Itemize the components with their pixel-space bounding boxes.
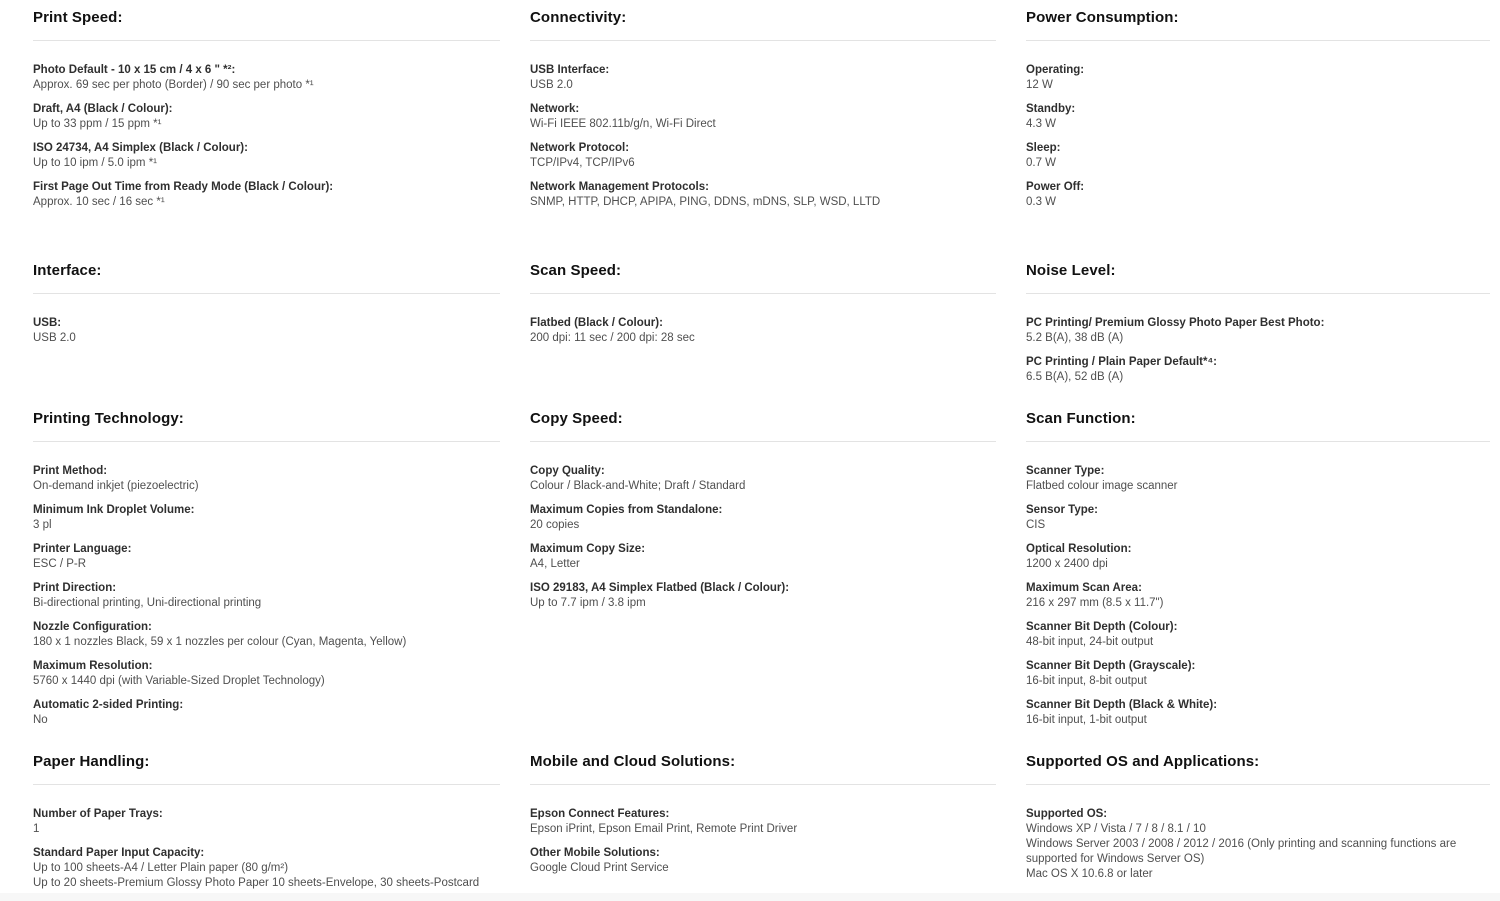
spec-item — [33, 503, 500, 533]
spec-value: USB 2.0 — [33, 332, 76, 344]
spec-label: Network: — [530, 103, 580, 115]
spec-label: Scanner Type: — [1026, 465, 1105, 477]
spec-list — [530, 442, 996, 611]
spec-label: Number of Paper Trays: — [33, 808, 163, 820]
spec-item — [530, 316, 996, 346]
spec-value: Colour / Black-and-White; Draft / Standard — [530, 480, 746, 492]
spec-label: Copy Quality: — [530, 465, 605, 477]
spec-item — [1026, 659, 1490, 689]
spec-label: Scanner Bit Depth (Black & White): — [1026, 699, 1218, 711]
spec-value: Windows Server 2003 / 2008 / 2012 / 2016 (Only printing and scanning functions are supported for Windows Server OS) — [1026, 838, 1457, 865]
spec-item — [1026, 807, 1490, 882]
spec-value: On-demand inkjet (piezoelectric) — [33, 480, 199, 492]
spec-value: 216 x 297 mm (8.5 x 11.7") — [1026, 597, 1164, 609]
spec-value: 20 copies — [530, 519, 580, 531]
spec-label: PC Printing / Plain Paper Default*⁴: — [1026, 356, 1217, 368]
spec-item — [530, 581, 996, 611]
spec-item — [530, 846, 996, 876]
section-title: Print Speed: — [33, 9, 123, 26]
spec-list — [1026, 41, 1490, 210]
spec-list — [33, 785, 500, 891]
section-copy-speed — [530, 409, 996, 752]
spec-label: First Page Out Time from Ready Mode (Black / Colour): — [33, 181, 334, 193]
spec-label: Nozzle Configuration: — [33, 621, 152, 633]
spec-value: 12 W — [1026, 79, 1053, 91]
spec-item — [1026, 620, 1490, 650]
spec-item — [33, 659, 500, 689]
spec-item — [33, 620, 500, 650]
spec-value: Windows XP / Vista / 7 / 8 / 8.1 / 10 — [1026, 823, 1206, 835]
spec-label: Network Protocol: — [530, 142, 630, 154]
spec-item — [33, 180, 500, 210]
spec-value: Google Cloud Print Service — [530, 862, 669, 874]
spec-value: A4, Letter — [530, 558, 580, 570]
section-printing-technology — [33, 409, 500, 752]
spec-item — [530, 542, 996, 572]
spec-label: Maximum Copies from Standalone: — [530, 504, 723, 516]
spec-value: USB 2.0 — [530, 79, 573, 91]
section-title: Noise Level: — [1026, 262, 1116, 279]
spec-value: CIS — [1026, 519, 1046, 531]
spec-item — [1026, 503, 1490, 533]
spec-item — [33, 63, 500, 93]
section-paper-handling — [33, 752, 500, 900]
spec-item — [1026, 102, 1490, 132]
spec-label: Printer Language: — [33, 543, 132, 555]
spec-label: Sleep: — [1026, 142, 1061, 154]
spec-label: Epson Connect Features: — [530, 808, 670, 820]
spec-value: Flatbed colour image scanner — [1026, 480, 1178, 492]
spec-item — [530, 503, 996, 533]
section-title: Scan Speed: — [530, 262, 622, 279]
spec-value: Epson iPrint, Epson Email Print, Remote Print Driver — [530, 823, 798, 835]
spec-label: Print Method: — [33, 465, 108, 477]
spec-item — [530, 807, 996, 837]
spec-list — [530, 785, 996, 876]
spec-item — [1026, 355, 1490, 385]
section-mobile-cloud-solutions — [530, 752, 996, 900]
spec-list — [1026, 442, 1490, 728]
spec-item — [530, 63, 996, 93]
spec-value: 1200 x 2400 dpi — [1026, 558, 1108, 570]
spec-item — [33, 581, 500, 611]
bottom-strip — [0, 893, 1500, 901]
spec-value: Approx. 10 sec / 16 sec *¹ — [33, 196, 165, 208]
spec-label: Maximum Copy Size: — [530, 543, 646, 555]
spec-label: Scanner Bit Depth (Grayscale): — [1026, 660, 1196, 672]
spec-item — [33, 698, 500, 728]
spec-value: Mac OS X 10.6.8 or later — [1026, 868, 1153, 880]
spec-value: SNMP, HTTP, DHCP, APIPA, PING, DDNS, mDNS, SLP, WSD, LLTD — [530, 196, 881, 208]
section-title: Interface: — [33, 262, 102, 279]
spec-value: 4.3 W — [1026, 118, 1057, 130]
spec-label: Minimum Ink Droplet Volume: — [33, 504, 195, 516]
spec-label: Flatbed (Black / Colour): — [530, 317, 663, 329]
spec-item — [1026, 141, 1490, 171]
spec-value: 200 dpi: 11 sec / 200 dpi: 28 sec — [530, 332, 695, 344]
spec-label: ISO 24734, A4 Simplex (Black / Colour): — [33, 142, 248, 154]
spec-value: 180 x 1 nozzles Black, 59 x 1 nozzles per colour (Cyan, Magenta, Yellow) — [33, 636, 407, 648]
spec-list — [33, 41, 500, 210]
spec-item — [33, 464, 500, 494]
spec-item — [33, 316, 500, 346]
spec-value: 5760 x 1440 dpi (with Variable-Sized Droplet Technology) — [33, 675, 325, 687]
spec-label: Supported OS: — [1026, 808, 1108, 820]
spec-label: USB: — [33, 317, 62, 329]
spec-value: Up to 7.7 ipm / 3.8 ipm — [530, 597, 646, 609]
spec-item — [1026, 316, 1490, 346]
spec-label: Maximum Resolution: — [33, 660, 153, 672]
spec-value: 1 — [33, 823, 40, 835]
spec-label: Power Off: — [1026, 181, 1085, 193]
spec-list — [33, 294, 500, 346]
spec-label: ISO 29183, A4 Simplex Flatbed (Black / Colour): — [530, 582, 790, 594]
spec-value: Approx. 69 sec per photo (Border) / 90 sec per photo *¹ — [33, 79, 314, 91]
spec-list — [33, 442, 500, 728]
spec-label: Sensor Type: — [1026, 504, 1098, 516]
spec-label: Operating: — [1026, 64, 1085, 76]
section-power-consumption — [1026, 8, 1490, 261]
section-title: Printing Technology: — [33, 410, 184, 427]
spec-value: Up to 33 ppm / 15 ppm *¹ — [33, 118, 162, 130]
spec-list — [530, 294, 996, 346]
spec-label: Scanner Bit Depth (Colour): — [1026, 621, 1178, 633]
spec-value: TCP/IPv4, TCP/IPv6 — [530, 157, 635, 169]
spec-label: Photo Default - 10 x 15 cm / 4 x 6 " *²: — [33, 64, 236, 76]
spec-item — [1026, 464, 1490, 494]
section-print-speed — [33, 8, 500, 261]
spec-item — [1026, 542, 1490, 572]
spec-value: Bi-directional printing, Uni-directional printing — [33, 597, 262, 609]
spec-item — [33, 542, 500, 572]
spec-label: Optical Resolution: — [1026, 543, 1132, 555]
spec-list — [1026, 294, 1490, 385]
section-connectivity — [530, 8, 996, 261]
spec-item — [1026, 180, 1490, 210]
spec-value: Up to 20 sheets-Premium Glossy Photo Paper 10 sheets-Envelope, 30 sheets-Postcard — [33, 877, 480, 889]
section-interface — [33, 261, 500, 409]
section-title: Mobile and Cloud Solutions: — [530, 753, 736, 770]
spec-item — [530, 464, 996, 494]
spec-label: Automatic 2-sided Printing: — [33, 699, 184, 711]
spec-item — [33, 846, 500, 891]
spec-item — [530, 102, 996, 132]
spec-label: Draft, A4 (Black / Colour): — [33, 103, 173, 115]
spec-item — [1026, 63, 1490, 93]
spec-value: ESC / P-R — [33, 558, 87, 570]
spec-label: Maximum Scan Area: — [1026, 582, 1142, 594]
section-title: Paper Handling: — [33, 753, 150, 770]
spec-value: 3 pl — [33, 519, 52, 531]
spec-item — [33, 141, 500, 171]
spec-list — [1026, 785, 1490, 882]
section-title: Supported OS and Applications: — [1026, 753, 1260, 770]
spec-value: Up to 10 ipm / 5.0 ipm *¹ — [33, 157, 157, 169]
spec-label: USB Interface: — [530, 64, 610, 76]
section-title: Power Consumption: — [1026, 9, 1179, 26]
spec-item — [33, 807, 500, 837]
spec-label: Other Mobile Solutions: — [530, 847, 660, 859]
spec-item — [1026, 581, 1490, 611]
spec-label: Network Management Protocols: — [530, 181, 709, 193]
spec-value: 16-bit input, 1-bit output — [1026, 714, 1147, 726]
spec-value: Wi-Fi IEEE 802.11b/g/n, Wi-Fi Direct — [530, 118, 716, 130]
spec-value: 48-bit input, 24-bit output — [1026, 636, 1154, 648]
spec-label: Standby: — [1026, 103, 1076, 115]
section-supported-os-applications — [1026, 752, 1490, 900]
section-title: Copy Speed: — [530, 410, 623, 427]
spec-item — [1026, 698, 1490, 728]
spec-item — [33, 102, 500, 132]
section-noise-level — [1026, 261, 1490, 409]
spec-value: 16-bit input, 8-bit output — [1026, 675, 1147, 687]
spec-label: Standard Paper Input Capacity: — [33, 847, 205, 859]
spec-item — [530, 141, 996, 171]
section-scan-function — [1026, 409, 1490, 752]
spec-value: 0.7 W — [1026, 157, 1057, 169]
spec-label: Print Direction: — [33, 582, 117, 594]
spec-value: 5.2 B(A), 38 dB (A) — [1026, 332, 1124, 344]
spec-item — [530, 180, 996, 210]
spec-list — [530, 41, 996, 210]
spec-value: 0.3 W — [1026, 196, 1057, 208]
spec-value: Up to 100 sheets-A4 / Letter Plain paper (80 g/m²) — [33, 862, 289, 874]
section-title: Connectivity: — [530, 9, 627, 26]
spec-value: No — [33, 714, 48, 726]
section-title: Scan Function: — [1026, 410, 1136, 427]
section-scan-speed — [530, 261, 996, 409]
spec-value: 6.5 B(A), 52 dB (A) — [1026, 371, 1124, 383]
spec-label: PC Printing/ Premium Glossy Photo Paper Best Photo: — [1026, 317, 1325, 329]
